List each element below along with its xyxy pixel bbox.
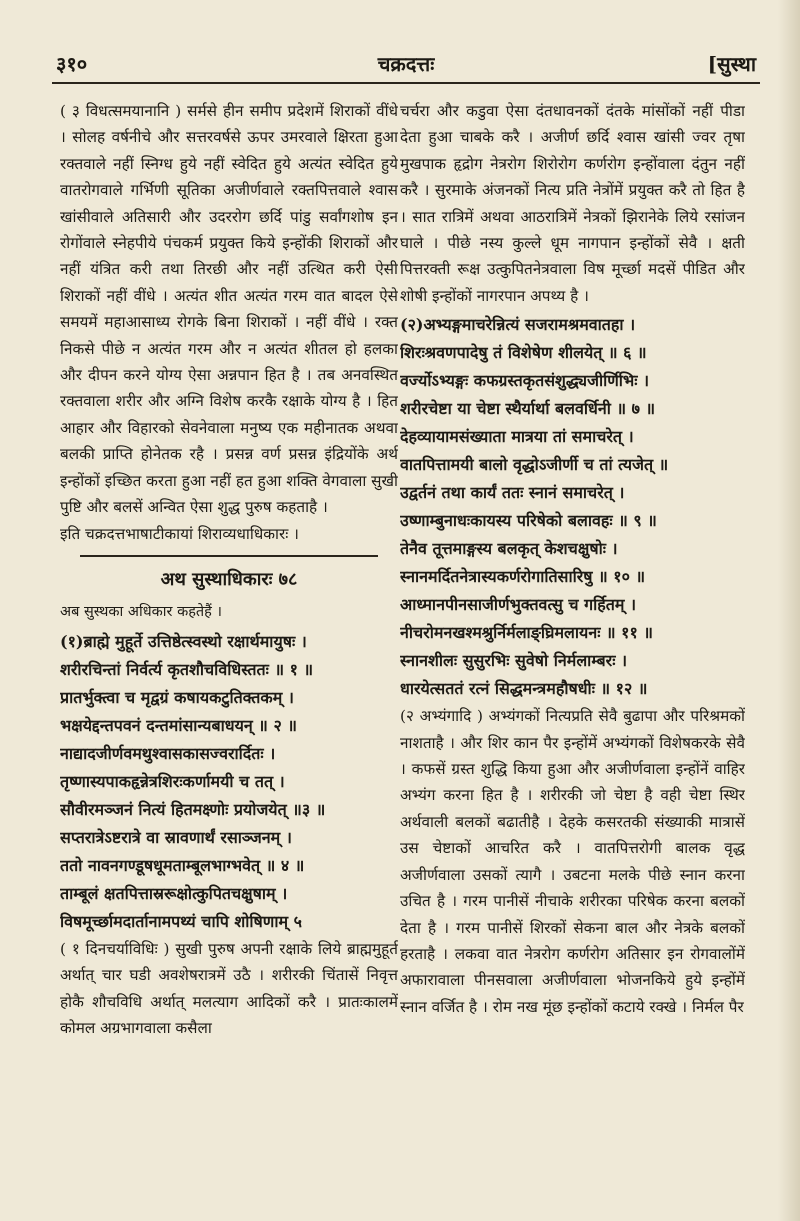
verse-line: स्नानमर्दितनेत्रास्यकर्णरोगातिसारिषु ॥ १० ॥ bbox=[400, 567, 646, 587]
verse-line: (१)ब्राह्मे मुहूर्ते उत्तिष्ठेत्स्वस्थो रक्षार्थमायुषः । bbox=[60, 631, 307, 651]
divider bbox=[80, 555, 378, 557]
verse-line: शरीरचेष्टा या चेष्टा स्थैर्यार्था बलवर्धिनी ॥ ७ ॥ bbox=[400, 399, 656, 419]
page-header bbox=[52, 42, 760, 84]
running-title: चक्रदत्तः bbox=[377, 52, 435, 76]
section-marker: [सुस्था bbox=[707, 52, 756, 76]
verse-line: वर्ज्योऽभ्यङ्गः कफग्रस्तकृतसंशुद्ध्यजीर्णिभिः । bbox=[400, 371, 650, 391]
verse-line: देहव्यायामसंख्याता मात्रया तां समाचरेत् । bbox=[400, 427, 634, 447]
left-column bbox=[60, 98, 398, 1178]
verse-line: स्नानशीलः सुसुरभिः सुवेषो निर्मलाम्बरः । bbox=[400, 651, 628, 671]
page-number: ३१० bbox=[56, 52, 88, 76]
verse-line: वातपित्तामयी बालो वृद्धोऽजीर्णी च तां त्यजेत् ॥ bbox=[400, 455, 669, 475]
paragraph-abhyanga: (२ अभ्यंगादि ) अभ्यंगकों नित्यप्रति सेवै बुढापा और परिश्रमकों नाशताहै । और शिर कान पैर इन्होंमें अभ्यंगकों विशेषकरके सेवै । कफसें ग्रस्त शुद्धि किया हुआ और अजीर्णवाला इन्होंनें वाहिर अभ्यंग करना हित है । शरीरकी जो चेष्टा है वही चेष्टा स्थिर अर्थवाली बलकों बढातीहै । देहके कसरतकी संख्याकी मात्रासें उस चेष्टाकों आचरित करै । वातपित्तरोगी बालक वृद्ध अजीर्णवाला उसकों त्यागै । उबटना मलके पीछे स्नान करना उचित है । गरम पानीसें नीचाके शरीरका परिषेक करना बलकों देता है । गरम पानीसें शिरकों सेकना बाल और नेत्रके बलकों हरताहै । लकवा वात नेत्ररोग कर्णरोग अतिसार इन रोगवालोंमें अफारावाला पीनसवाला अजीर्णवाला भोजनकिये हुये इन्होंमें स्नान वर्जित है । रोम नख मूंछ इन्होंकों कटाये रक्खे । निर्मल पैर bbox=[400, 707, 745, 1016]
verse-line: आध्मानपीनसाजीर्णभुक्तवत्सु च गर्हितम् । bbox=[400, 595, 637, 615]
page-edge bbox=[778, 0, 800, 1221]
verse-line: उद्वर्तनं तथा कार्यं ततः स्नानं समाचरेत् । bbox=[400, 483, 625, 503]
paragraph-shira-vyadha: ( ३ विधत्समयानानि ) सर्मसे हीन समीप प्रदेशमें शिराकों वींधे । सोलह वर्षनीचे और सत्तरवर्षसे ऊपर उमरवाले क्षिरता हुआ रक्तवाले नहीं स्निग्ध हुये नहीं स्वेदित हुये अत्यंत स्वेदित हुये वातरोगवाले गर्भिणी सूतिका अजीर्णवाले रक्तपित्तवाले श्वास खांसीवाले अतिसारी और उदररोग छर्दि पांडु सर्वांगशोष इन रोगोंवाले स्नेहपीये पंचकर्म प्रयुक्त किये इन्होंकी शिराकों और नहीं यंत्रित करी तथा तिरछी और नहीं उत्थित करी ऐसी शिराकों नहीं वींधे । अत्यंत शीत अत्यंत गरम वात बादल ऐसे समयमें महाआसाध्य रोगके बिना शिराकों । नहीं वींधे । रक्त निकसे पीछे न अत्यंत गरम और न अत्यंत शीतल हो हलका और दीपन करने योग्य ऐसा अन्नपान हित है । तब अनवस्थित रक्तवाला शरीर और अग्नि विशेष करकै रक्षाके योग्य है । हित आहार और विहारको सेवनेवाला मनुष्य एक महीनातक अथवा बलकी प्राप्ति होनेतक रहै । प्रसन्न वर्ण प्रसन्न इंद्रियोंके अर्थ इन्होंकों इच्छित करता हुआ नहीं हत हुआ शक्ति वेगवाला सुखी पुष्टि और बलसें अन्वित ऐसा शुद्ध पुरुष कहताहै । bbox=[60, 102, 398, 517]
verse-line: धारयेत्सततं रत्नं सिद्धमन्त्रमहौषधीः ॥ १२ ॥ bbox=[400, 679, 648, 699]
verse-line: तृष्णास्यपाकहृन्नेत्रशिरःकर्णामयी च तत् । bbox=[60, 771, 285, 791]
verse-line: सप्तरात्रेऽष्टरात्रे वा स्रावणार्थं रसाञ्जनम् । bbox=[60, 827, 292, 847]
verse-line: भक्षयेद्दन्तपवनं दन्तमांसान्यबाधयन् ॥ २ ॥ bbox=[60, 715, 297, 735]
verse-line: विषमूर्च्छामदार्तानामपथ्यं चापि शोषिणाम् ५ bbox=[60, 911, 302, 931]
paragraph-dinacharya: ( १ दिनचर्याविधिः ) सुखी पुरुष अपनी रक्षाके लिये ब्राह्ममुहूर्त अर्थात् चार घडी अवशेषरात्रमें उठै । शरीरकी चिंतासें निवृत्त होकै शौचविधि अर्थात् मलत्याग आदिकों करै । प्रातःकालमें कोमल अग्रभागवाला कसैला bbox=[60, 939, 398, 1037]
verse-line: शिरःश्रवणपादेषु तं विशेषेण शीलयेत् ॥ ६ ॥ bbox=[400, 343, 647, 363]
colophon: इति चक्रदत्तभाषाटीकायां शिराव्यधाधिकारः । bbox=[60, 524, 299, 543]
verse-line: ततो नावनगण्डूषधूमताम्बूलभाग्भवेत् ॥ ४ ॥ bbox=[60, 855, 305, 875]
verse-line: सौवीरमञ्जनं नित्यं हितमक्ष्णोः प्रयोजयेत् ॥३ ॥ bbox=[60, 799, 326, 819]
verse-line: (२)अभ्यङ्गमाचरेन्नित्यं सजरामश्रमवातहा । bbox=[400, 315, 636, 335]
sanskrit-verses bbox=[60, 628, 398, 936]
verse-line: प्रातर्भुक्त्वा च मृद्वग्रं कषायकटुतिक्तकम् । bbox=[60, 687, 294, 707]
chapter-intro: अब सुस्थका अधिकार कहतेहैं । bbox=[60, 604, 222, 621]
right-column bbox=[400, 98, 745, 1178]
verse-line: उष्णाम्बुनाधःकायस्य परिषेको बलावहः ॥ ९ ॥ bbox=[400, 511, 657, 531]
chapter-title: अथ सुस्थाधिकारः ७८ bbox=[160, 568, 298, 590]
verse-line: नीचरोमनखश्मश्रुर्निर्मलाङ्घ्रिमलायनः ॥ ११ ॥ bbox=[400, 623, 653, 643]
verse-line: नाद्यादजीर्णवमथुश्वासकासज्वरार्दितः । bbox=[60, 743, 276, 763]
verse-line: शरीरचिन्तां निर्वर्त्य कृतशौचविधिस्ततः ॥ १ ॥ bbox=[60, 659, 314, 679]
verse-line: ताम्बूलं क्षतपित्तास्ररूक्षोत्कुपितचक्षुषाम् । bbox=[60, 883, 288, 903]
sanskrit-verses bbox=[400, 311, 745, 703]
verse-line: तेनैव तूत्तमाङ्गस्य बलकृत् केशचक्षुषोः । bbox=[400, 539, 618, 559]
paragraph-dantadhavan: चर्चरा और कडुवा ऐसा दंतधावनकों दंतके मांसोंकों नहीं पीडा देता हुआ चाबके करै । अजीर्ण छर्दि श्वास खांसी ज्वर तृषा मुखपाक हृद्रोग नेत्ररोग शिरोरोग कर्णरोग इन्होंवाला दंतुन नहीं करै । सुरमाके अंजनकों नित्य प्रति नेत्रोंमें प्रयुक्त करै तो हित है । सात रात्रिमें अथवा आठरात्रिमें नेत्रकों झिरानेके लिये रसांजन घाले । पीछे नस्य कुल्ले धूम नागपान इन्होंकों सेवै । क्षती पित्तरक्ती रूक्ष उत्कुपितनेत्रवाला विष मूर्च्छा मदसें पीडित और शोषी इन्होंकों नागरपान अपथ्य है । bbox=[400, 102, 745, 305]
